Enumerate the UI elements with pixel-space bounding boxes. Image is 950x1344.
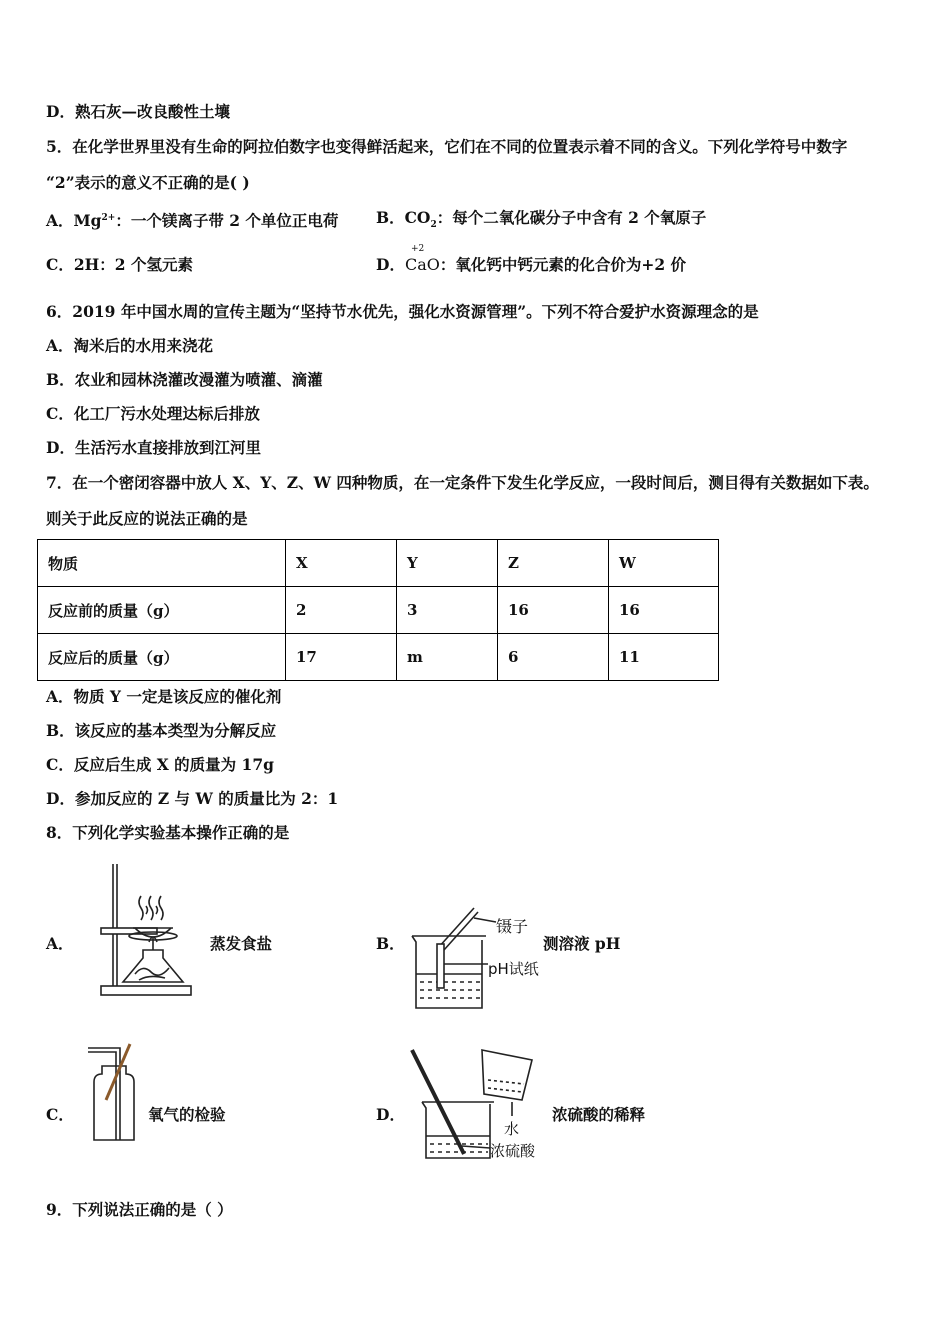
q5-option-a <box>46 208 338 231</box>
table-row <box>38 540 719 587</box>
q8-option-d-water-label: 水 <box>504 1120 520 1138</box>
q5-option-b-text: ：每个二氧化碳分子中含有 2 个氧原子 <box>436 208 707 227</box>
q5-option-d <box>376 244 687 275</box>
q5-option-b <box>376 208 706 235</box>
q6-stem: 6．2019 年中国水周的宣传主题为“坚持节水优先，强化水资源管理”。下列不符合爱护水资源理念的是 <box>46 302 759 321</box>
q7-stem-line2: 则关于此反应的说法正确的是 <box>46 509 248 528</box>
q6-option-d: D．生活污水直接排放到江河里 <box>46 438 261 457</box>
q5-option-d-formula: CaO <box>404 255 440 274</box>
q8-option-b-label: B． <box>376 934 405 953</box>
q7-option-d: D．参加反应的 Z 与 W 的质量比为 2：1 <box>46 789 339 808</box>
q7-option-a: A．物质 Y 一定是该反应的催化剂 <box>46 687 282 706</box>
table-cell: 反应前的质量（g） <box>38 587 286 634</box>
table-cell: Y <box>397 540 498 587</box>
q5-option-a-sup: 2+ <box>101 213 116 223</box>
q8-stem: 8．下列化学实验基本操作正确的是 <box>46 823 290 842</box>
table-cell: 物质 <box>38 540 286 587</box>
q5-option-d-prefix: D． <box>376 255 405 274</box>
q8-option-a-label: A． <box>46 934 74 953</box>
table-cell: 反应后的质量（g） <box>38 634 286 681</box>
q8-option-c-caption: 氧气的检验 <box>148 1105 226 1124</box>
q5-option-d-formula-wrap <box>404 244 440 274</box>
q5-stem-line2: “2”表示的意义不正确的是( ) <box>46 173 250 192</box>
table-cell: 11 <box>609 634 719 681</box>
table-cell: 17 <box>286 634 397 681</box>
q7-option-c: C．反应后生成 X 的质量为 17g <box>46 755 274 774</box>
q7-data-table <box>37 539 719 681</box>
q8-option-b-caption: 测溶液 pH <box>543 934 621 953</box>
q8-option-b-tweezers-label: 镊子 <box>496 917 529 936</box>
table-cell: 16 <box>498 587 609 634</box>
q6-option-c: C．化工厂污水处理达标后排放 <box>46 404 260 423</box>
q8-option-d-acid-label: 浓硫酸 <box>490 1142 536 1160</box>
table-row <box>38 587 719 634</box>
table-cell: m <box>397 634 498 681</box>
q8-option-a-caption: 蒸发食盐 <box>210 934 273 953</box>
q5-option-b-prefix: B．CO <box>376 208 431 227</box>
q8-option-d-caption: 浓硫酸的稀释 <box>552 1105 646 1124</box>
table-cell: 3 <box>397 587 498 634</box>
q5-stem-line1: 5．在化学世界里没有生命的阿拉伯数字也变得鲜活起来，它们在不同的位置表示着不同的含义。下列化学符号中数字 <box>46 137 848 156</box>
table-cell: 16 <box>609 587 719 634</box>
oxygen-test-illustration <box>84 1040 144 1144</box>
q6-option-a: A．淘米后的水用来浇花 <box>46 336 214 355</box>
table-cell: W <box>609 540 719 587</box>
q8-option-c-label: C． <box>46 1105 74 1124</box>
table-cell: X <box>286 540 397 587</box>
q4-option-d: D．熟石灰—改良酸性土壤 <box>46 102 230 121</box>
evaporation-apparatus-illustration <box>95 858 205 1000</box>
q5-option-c: C．2H：2 个氢元素 <box>46 255 193 274</box>
table-row <box>38 634 719 681</box>
table-cell: Z <box>498 540 609 587</box>
q7-stem-line1: 7．在一个密闭容器中放人 X、Y、Z、W 四种物质，在一定条件下发生化学反应，一段时间后，测目得有关数据如下表。 <box>46 473 879 492</box>
q8-option-b-paper-label: pH试纸 <box>488 960 539 978</box>
q8-option-d-label: D． <box>376 1105 405 1124</box>
table-cell: 6 <box>498 634 609 681</box>
q7-option-b: B．该反应的基本类型为分解反应 <box>46 721 277 740</box>
table-cell: 2 <box>286 587 397 634</box>
q5-option-a-prefix: A．Mg <box>46 211 102 231</box>
q9-stem: 9．下列说法正确的是（ ） <box>46 1200 233 1219</box>
q5-option-d-text: ：氧化钙中钙元素的化合价为+2 价 <box>439 255 687 274</box>
q5-option-a-text: ：一个镁离子带 2 个单位正电荷 <box>115 211 339 231</box>
q6-option-b: B．农业和园林浇灌改漫灌为喷灌、滴灌 <box>46 370 323 389</box>
q5-option-d-valence: +2 <box>410 244 425 254</box>
q5-option-b-sub: 2 <box>430 220 437 231</box>
